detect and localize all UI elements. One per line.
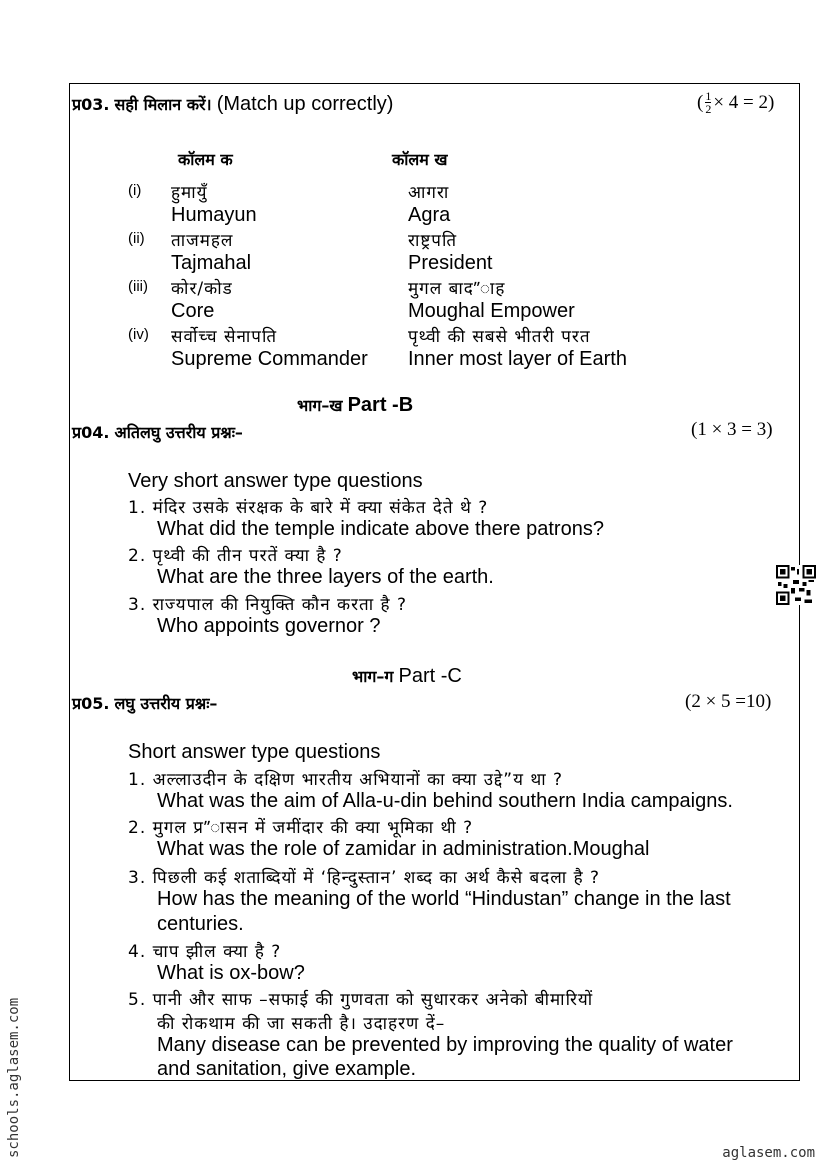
question-hi xyxy=(128,543,343,566)
question-en: Many disease can be prevented by improving the quality of water xyxy=(157,1034,733,1056)
question-en: What was the aim of Alla-u-din behind southern India campaigns. xyxy=(157,790,733,812)
question-text-hi: मुगल प्र”ासन में जमींदार की क्या भूमिका थी ? xyxy=(152,818,474,838)
column-b-heading: कॉलम ख xyxy=(392,150,448,169)
q4-marks: (1 × 3 = 3) xyxy=(691,419,773,440)
question-number: 3. xyxy=(128,595,147,615)
q3-number: प्र03. xyxy=(72,95,110,114)
match-b-hi: राष्ट्रपति xyxy=(408,231,458,251)
marks-denominator: 2 xyxy=(705,102,712,116)
match-b-hi: पृथ्वी की सबसे भीतरी परत xyxy=(408,327,591,347)
question-text-hi: अल्लाउदीन के दक्षिण भारतीय अभियानों का क्या उद्दे”य था ? xyxy=(152,770,564,790)
part-b-heading-hi: भाग–ख xyxy=(297,396,343,415)
q5-header xyxy=(72,692,217,714)
match-b-hi: आगरा xyxy=(408,183,450,203)
q5-number: प्र05. xyxy=(72,694,110,713)
question-hi xyxy=(128,865,600,888)
match-a-hi: हुमायुँ xyxy=(171,183,208,203)
part-c-heading-en: Part -C xyxy=(398,665,462,687)
watermark-bottom: aglasem.com xyxy=(722,1145,815,1161)
q5-subtitle: Short answer type questions xyxy=(128,741,381,763)
question-text-hi: राज्यपाल की नियुक्ति कौन करता है ? xyxy=(152,595,407,615)
question-en: What was the role of zamidar in administration.Moughal xyxy=(157,838,650,860)
q5-title: लघु उत्तरीय प्रश्नः– xyxy=(114,694,218,713)
match-a-en: Humayun xyxy=(171,204,257,226)
watermark-left: schools.aglasem.com xyxy=(6,997,22,1158)
question-en: How has the meaning of the world “Hindustan” change in the last xyxy=(157,888,731,910)
marks-paren: ( xyxy=(697,91,704,113)
part-c-heading-hi: भाग–ग xyxy=(352,667,394,686)
question-number: 1. xyxy=(128,770,147,790)
question-text-hi: पृथ्वी की तीन परतें क्या है ? xyxy=(152,546,343,566)
question-hi xyxy=(128,987,593,1010)
q3-title-en: (Match up correctly) xyxy=(216,93,394,115)
question-hi xyxy=(128,495,488,518)
qr-code-icon xyxy=(776,565,816,605)
q4-title: अतिलघु उत्तरीय प्रश्नः– xyxy=(114,423,243,442)
question-en-continued: centuries. xyxy=(157,913,244,935)
match-b-en: Inner most layer of Earth xyxy=(408,348,627,370)
match-a-en: Core xyxy=(171,300,215,322)
q5-marks: (2 × 5 =10) xyxy=(685,691,772,712)
question-hi xyxy=(128,939,281,962)
marks-fraction xyxy=(705,90,711,115)
match-b-en: Moughal Empower xyxy=(408,300,575,322)
match-a-en: Supreme Commander xyxy=(171,348,368,370)
match-b-en: President xyxy=(408,252,493,274)
question-en: What are the three layers of the earth. xyxy=(157,566,494,588)
question-number: 4. xyxy=(128,942,147,962)
question-en: Who appoints governor ? xyxy=(157,615,381,637)
match-a-hi: कोर/कोड xyxy=(171,279,233,299)
match-a-hi: सर्वोच्च सेनापति xyxy=(171,327,278,347)
match-num: (iv) xyxy=(128,326,149,343)
match-b-en: Agra xyxy=(408,204,451,226)
match-num: (i) xyxy=(128,182,142,199)
question-text-hi: पानी और साफ –सफाई की गुणवता को सुधारकर अनेको बीमारियों xyxy=(152,990,594,1010)
marks-numerator: 1 xyxy=(705,89,712,103)
question-en: What did the temple indicate above there patrons? xyxy=(157,518,604,540)
question-en-continued: and sanitation, give example. xyxy=(157,1058,417,1080)
q3-header xyxy=(72,93,393,116)
question-hi xyxy=(128,592,407,615)
q3-title-hi: सही मिलान करें। xyxy=(114,95,212,114)
question-text-hi: पिछली कई शताब्दियों में ‘हिन्दुस्तान’ शब्द का अर्थ कैसे बदला है ? xyxy=(152,868,601,888)
match-b-hi: मुगल बाद”ाह xyxy=(408,279,506,299)
q4-subtitle: Very short answer type questions xyxy=(128,470,423,492)
question-hi-continued: की रोकथाम की जा सकती है। उदाहरण दें– xyxy=(157,1014,446,1034)
marks-rest: × 4 = 2) xyxy=(713,91,775,113)
part-b-heading xyxy=(297,394,413,417)
match-a-en: Tajmahal xyxy=(171,252,252,274)
part-c-heading xyxy=(352,665,462,688)
column-a-heading: कॉलम क xyxy=(178,150,233,169)
q4-header xyxy=(72,421,243,443)
question-text-hi: चाप झील क्या है ? xyxy=(152,942,282,962)
question-hi xyxy=(128,767,563,790)
question-number: 3. xyxy=(128,868,147,888)
match-num: (ii) xyxy=(128,230,145,247)
question-number: 5. xyxy=(128,990,147,1010)
q3-marks xyxy=(697,90,774,115)
q4-number: प्र04. xyxy=(72,423,110,442)
match-a-hi: ताजमहल xyxy=(171,231,234,251)
question-en: What is ox-bow? xyxy=(157,962,305,984)
question-number: 2. xyxy=(128,546,147,566)
question-hi xyxy=(128,815,473,838)
question-number: 1. xyxy=(128,498,147,518)
part-b-heading-en: Part -B xyxy=(347,394,414,416)
match-num: (iii) xyxy=(128,278,148,295)
question-text-hi: मंदिर उसके संरक्षक के बारे में क्या संकेत देते थे ? xyxy=(152,498,489,518)
question-number: 2. xyxy=(128,818,147,838)
